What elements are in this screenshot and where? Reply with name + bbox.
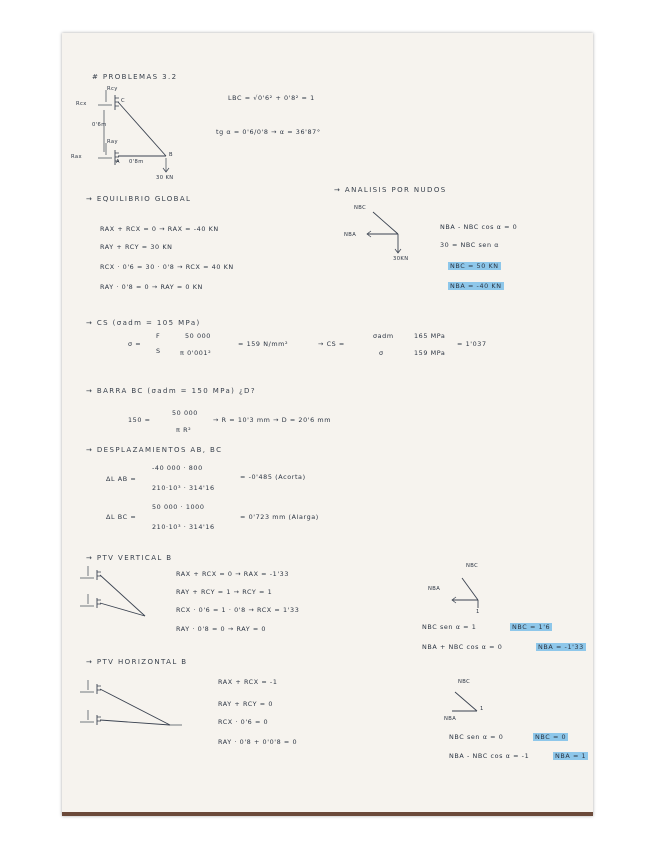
ptv-v-node: 1 [476,609,480,615]
ptv-h-result-nba: NBA = 1 [555,752,587,760]
cs-frac4-num: 165 MPa [414,332,446,340]
cs-sigma-result: = 159 N/mm² [238,340,289,348]
label-load: 30 KN [156,175,174,181]
label-c: C [121,98,126,104]
desp-bc-num: 50 000 · 1000 [152,503,205,511]
ptv-h-line-3: RCX · 0'6 = 0 [218,718,269,726]
ptv-h-result-nbc: NBC = 0 [535,733,567,741]
ptv-h-nba: NBA [444,716,457,722]
barra-lhs: 150 = [128,416,151,424]
ptv-h-eq-2: NBA - NBC cos α = -1 [449,752,530,760]
eq-global-line-4: RAY · 0'8 = 0 → RAY = 0 KN [100,283,203,291]
label-ray: Ray [107,139,118,145]
ptv-h-node: 1 [480,706,484,712]
nodos-eq-1: NBA - NBC cos α = 0 [440,223,518,231]
node-b-free-body [367,212,401,253]
barra-den: π R² [176,426,192,434]
eq-global-line-2: RAY + RCY = 30 KN [100,243,173,251]
ptv-vertical-structure [80,566,145,616]
desp-bc-den: 210·10³ · 314'16 [152,523,215,531]
barra-result: → R = 10'3 mm → D = 20'6 mm [213,416,332,424]
ptv-v-result-nba: NBA = -1'33 [538,643,584,651]
desp-header: → DESPLAZAMIENTOS AB, BC [86,446,223,454]
cs-frac3-den: σ [379,349,384,357]
ptv-v-line-2: RAY + RCY = 1 → RCY = 1 [176,588,273,596]
label-a: A [116,159,120,165]
label-dim-v: 0'6m [92,122,107,128]
lbc-equation: LBC = √0'6² + 0'8² = 1 [228,94,315,102]
ptv-v-line-4: RAY · 0'8 = 0 → RAY = 0 [176,625,267,633]
ptv-h-line-1: RAX + RCX = -1 [218,678,278,686]
ptv-vertical-node [452,578,478,608]
ptv-v-nbc: NBC [466,563,479,569]
ptv-v-header: → PTV VERTICAL B [86,554,173,562]
ptv-h-eq-1: NBC sen α = 0 [449,733,504,741]
ptv-v-result-nbc: NBC = 1'6 [512,623,551,631]
eq-global-line-3: RCX · 0'6 = 30 · 0'8 → RCX = 40 KN [100,263,234,271]
desp-bc-label: ΔL BC = [106,513,137,521]
ptv-v-eq-1: NBC sen α = 1 [422,623,477,631]
ptv-h-line-4: RAY · 0'8 + 0'0'8 = 0 [218,738,298,746]
label-rax: Rax [71,154,82,160]
desp-bc-result: = 0'723 mm (Alarga) [240,513,319,521]
nodos-nba: NBA [344,232,357,238]
ptv-v-eq-2: NBA + NBC cos α = 0 [422,643,503,651]
ptv-h-nbc: NBC [458,679,471,685]
cs-header: → CS (σadm = 105 MPa) [86,319,201,327]
ptv-v-nba: NBA [428,586,441,592]
nodos-eq-2: 30 = NBC sen α [440,241,500,249]
eq-global-header: → EQUILIBRIO GLOBAL [86,195,192,203]
tg-equation: tg α = 0'6/0'8 → α = 36'87° [216,128,321,136]
ptv-horizontal-structure [80,680,182,725]
label-b: B [169,152,173,158]
nodos-load: 30KN [393,256,409,262]
ptv-h-line-2: RAY + RCY = 0 [218,700,274,708]
cs-frac4-den: 159 MPa [414,349,446,357]
label-rcy: Rcy [107,86,118,92]
barra-num: 50 000 [172,409,198,417]
cs-value: = 1'037 [457,340,487,348]
cs-frac1-den: S [156,347,161,355]
desp-ab-result: = -0'485 (Acorta) [240,473,306,481]
ptv-v-line-1: RAX + RCX = 0 → RAX = -1'33 [176,570,290,578]
page-title: # PROBLEMAS 3.2 [92,73,178,81]
desp-ab-num: -40 000 · 800 [152,464,203,472]
cs-frac1-num: F [156,332,161,340]
eq-global-line-1: RAX + RCX = 0 → RAX = -40 KN [100,225,219,233]
nodos-header: → ANALISIS POR NUDOS [334,186,447,194]
ptv-v-line-3: RCX · 0'6 = 1 · 0'8 → RCX = 1'33 [176,606,300,614]
ptv-horizontal-node [452,692,477,711]
cs-sigma: σ = [128,340,142,348]
label-rcx: Rcx [76,101,87,107]
label-dim-h: 0'8m [129,159,144,165]
ptv-h-header: → PTV HORIZONTAL B [86,658,188,666]
nodos-result-nbc: NBC = 50 KN [450,262,499,270]
desp-ab-den: 210·10³ · 314'16 [152,484,215,492]
cs-frac3-num: σadm [373,332,394,340]
desp-ab-label: ΔL AB = [106,475,137,483]
cs-label: → CS = [318,340,345,348]
cs-frac2-den: π 0'001² [180,349,212,357]
cs-frac2-num: 50 000 [185,332,211,340]
nodos-nbc: NBC [354,205,367,211]
barra-header: → BARRA BC (σadm = 150 MPa) ¿D? [86,387,256,395]
nodos-result-nba: NBA = -40 KN [450,282,502,290]
